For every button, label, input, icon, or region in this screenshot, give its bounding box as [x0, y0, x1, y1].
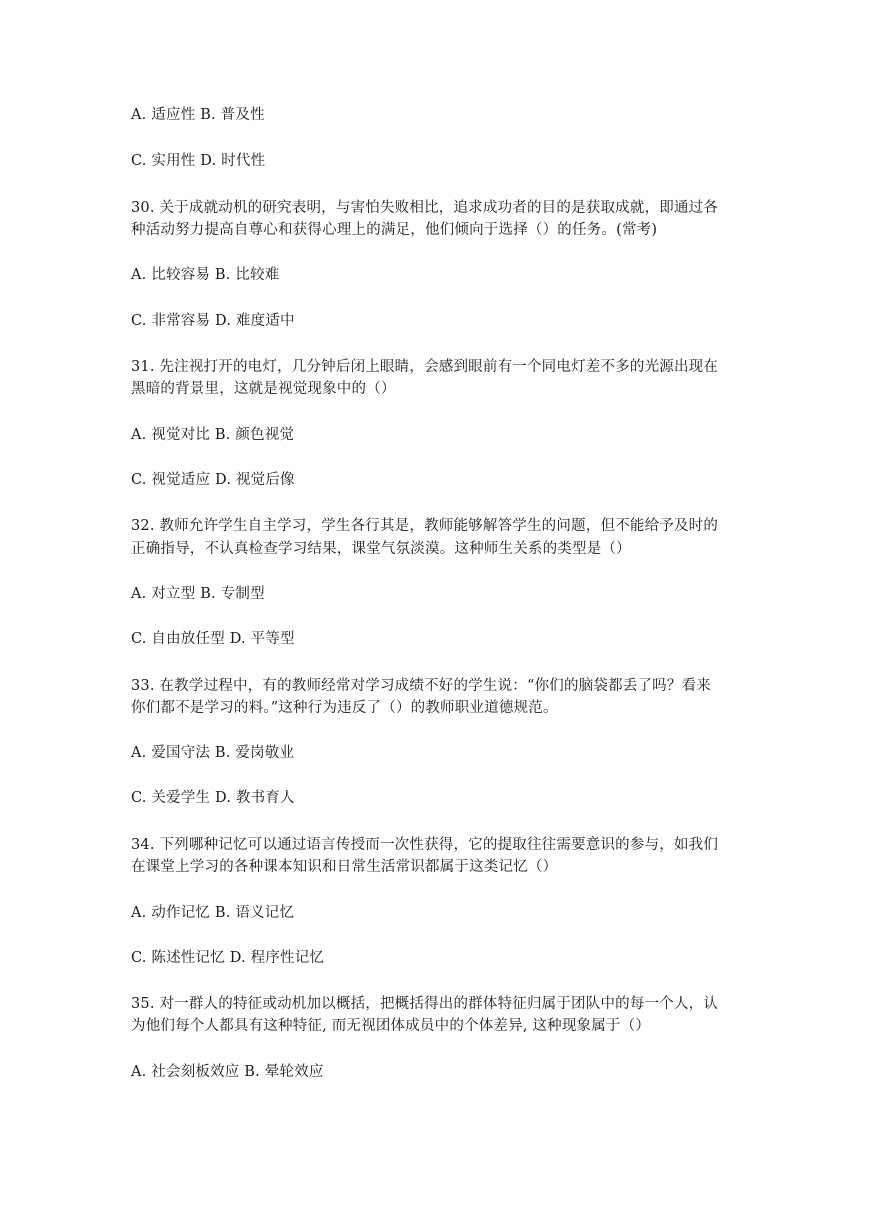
q34-options-ab: A. 动作记忆 B. 语义记忆 [131, 905, 295, 921]
q35-options-ab: A. 社会刻板效应 B. 晕轮效应 [131, 1064, 324, 1080]
q33-stem-line-2: 你们都不是学习的料。”这种行为违反了（）的教师职业道德规范。 [131, 700, 558, 716]
q31-stem-line-1: 31. 先注视打开的电灯，几分钟后闭上眼睛，会感到眼前有一个同电灯差不多的光源出现在 [131, 359, 719, 375]
q31-options-ab: A. 视觉对比 B. 颜色视觉 [131, 427, 295, 443]
q31-stem-line-2: 黑暗的背景里，这就是视觉现象中的（） [131, 381, 396, 397]
q29-options-ab: A. 适应性 B. 普及性 [131, 107, 265, 123]
q31-options-cd: C. 视觉适应 D. 视觉后像 [131, 472, 295, 488]
q30-stem-line-1: 30. 关于成就动机的研究表明，与害怕失败相比，追求成功者的目的是获取成就，即通过各 [131, 200, 719, 216]
q33-stem-line-1: 33. 在教学过程中，有的教师经常对学习成绩不好的学生说：“你们的脑袋都丢了吗？看来 [131, 678, 711, 694]
q32-options-cd: C. 自由放任型 D. 平等型 [131, 631, 295, 647]
q35-stem-line-1: 35. 对一群人的特征或动机加以概括，把概括得出的群体特征归属于团队中的每一个人，认 [131, 996, 719, 1012]
q34-stem-line-2: 在课堂上学习的各种课本知识和日常生活常识都属于这类记忆（） [131, 859, 558, 875]
q34-options-cd: C. 陈述性记忆 D. 程序性记忆 [131, 950, 325, 966]
q34-stem-line-1: 34. 下列哪种记忆可以通过语言传授而一次性获得，它的提取往往需要意识的参与，如我们 [131, 837, 719, 853]
q29-options-cd: C. 实用性 D. 时代性 [131, 153, 266, 169]
q32-options-ab: A. 对立型 B. 专制型 [131, 586, 265, 602]
q32-stem-line-1: 32. 教师允许学生自主学习，学生各行其是，教师能够解答学生的问题，但不能给予及时的 [131, 518, 719, 534]
q30-stem-line-2: 种活动努力提高自尊心和获得心理上的满足，他们倾向于选择（）的任务。(常考) [131, 222, 658, 238]
q33-options-ab: A. 爱国守法 B. 爱岗敬业 [131, 745, 295, 761]
q30-options-ab: A. 比较容易 B. 比较难 [131, 267, 280, 283]
q33-options-cd: C. 关爱学生 D. 教书育人 [131, 790, 295, 806]
q32-stem-line-2: 正确指导，不认真检查学习结果，课堂气氛淡漠。这种师生关系的类型是（） [131, 541, 631, 557]
q30-options-cd: C. 非常容易 D. 难度适中 [131, 313, 295, 329]
q35-stem-line-2: 为他们每个人都具有这种特征, 而无视团体成员中的个体差异, 这种现象属于（） [131, 1018, 651, 1034]
